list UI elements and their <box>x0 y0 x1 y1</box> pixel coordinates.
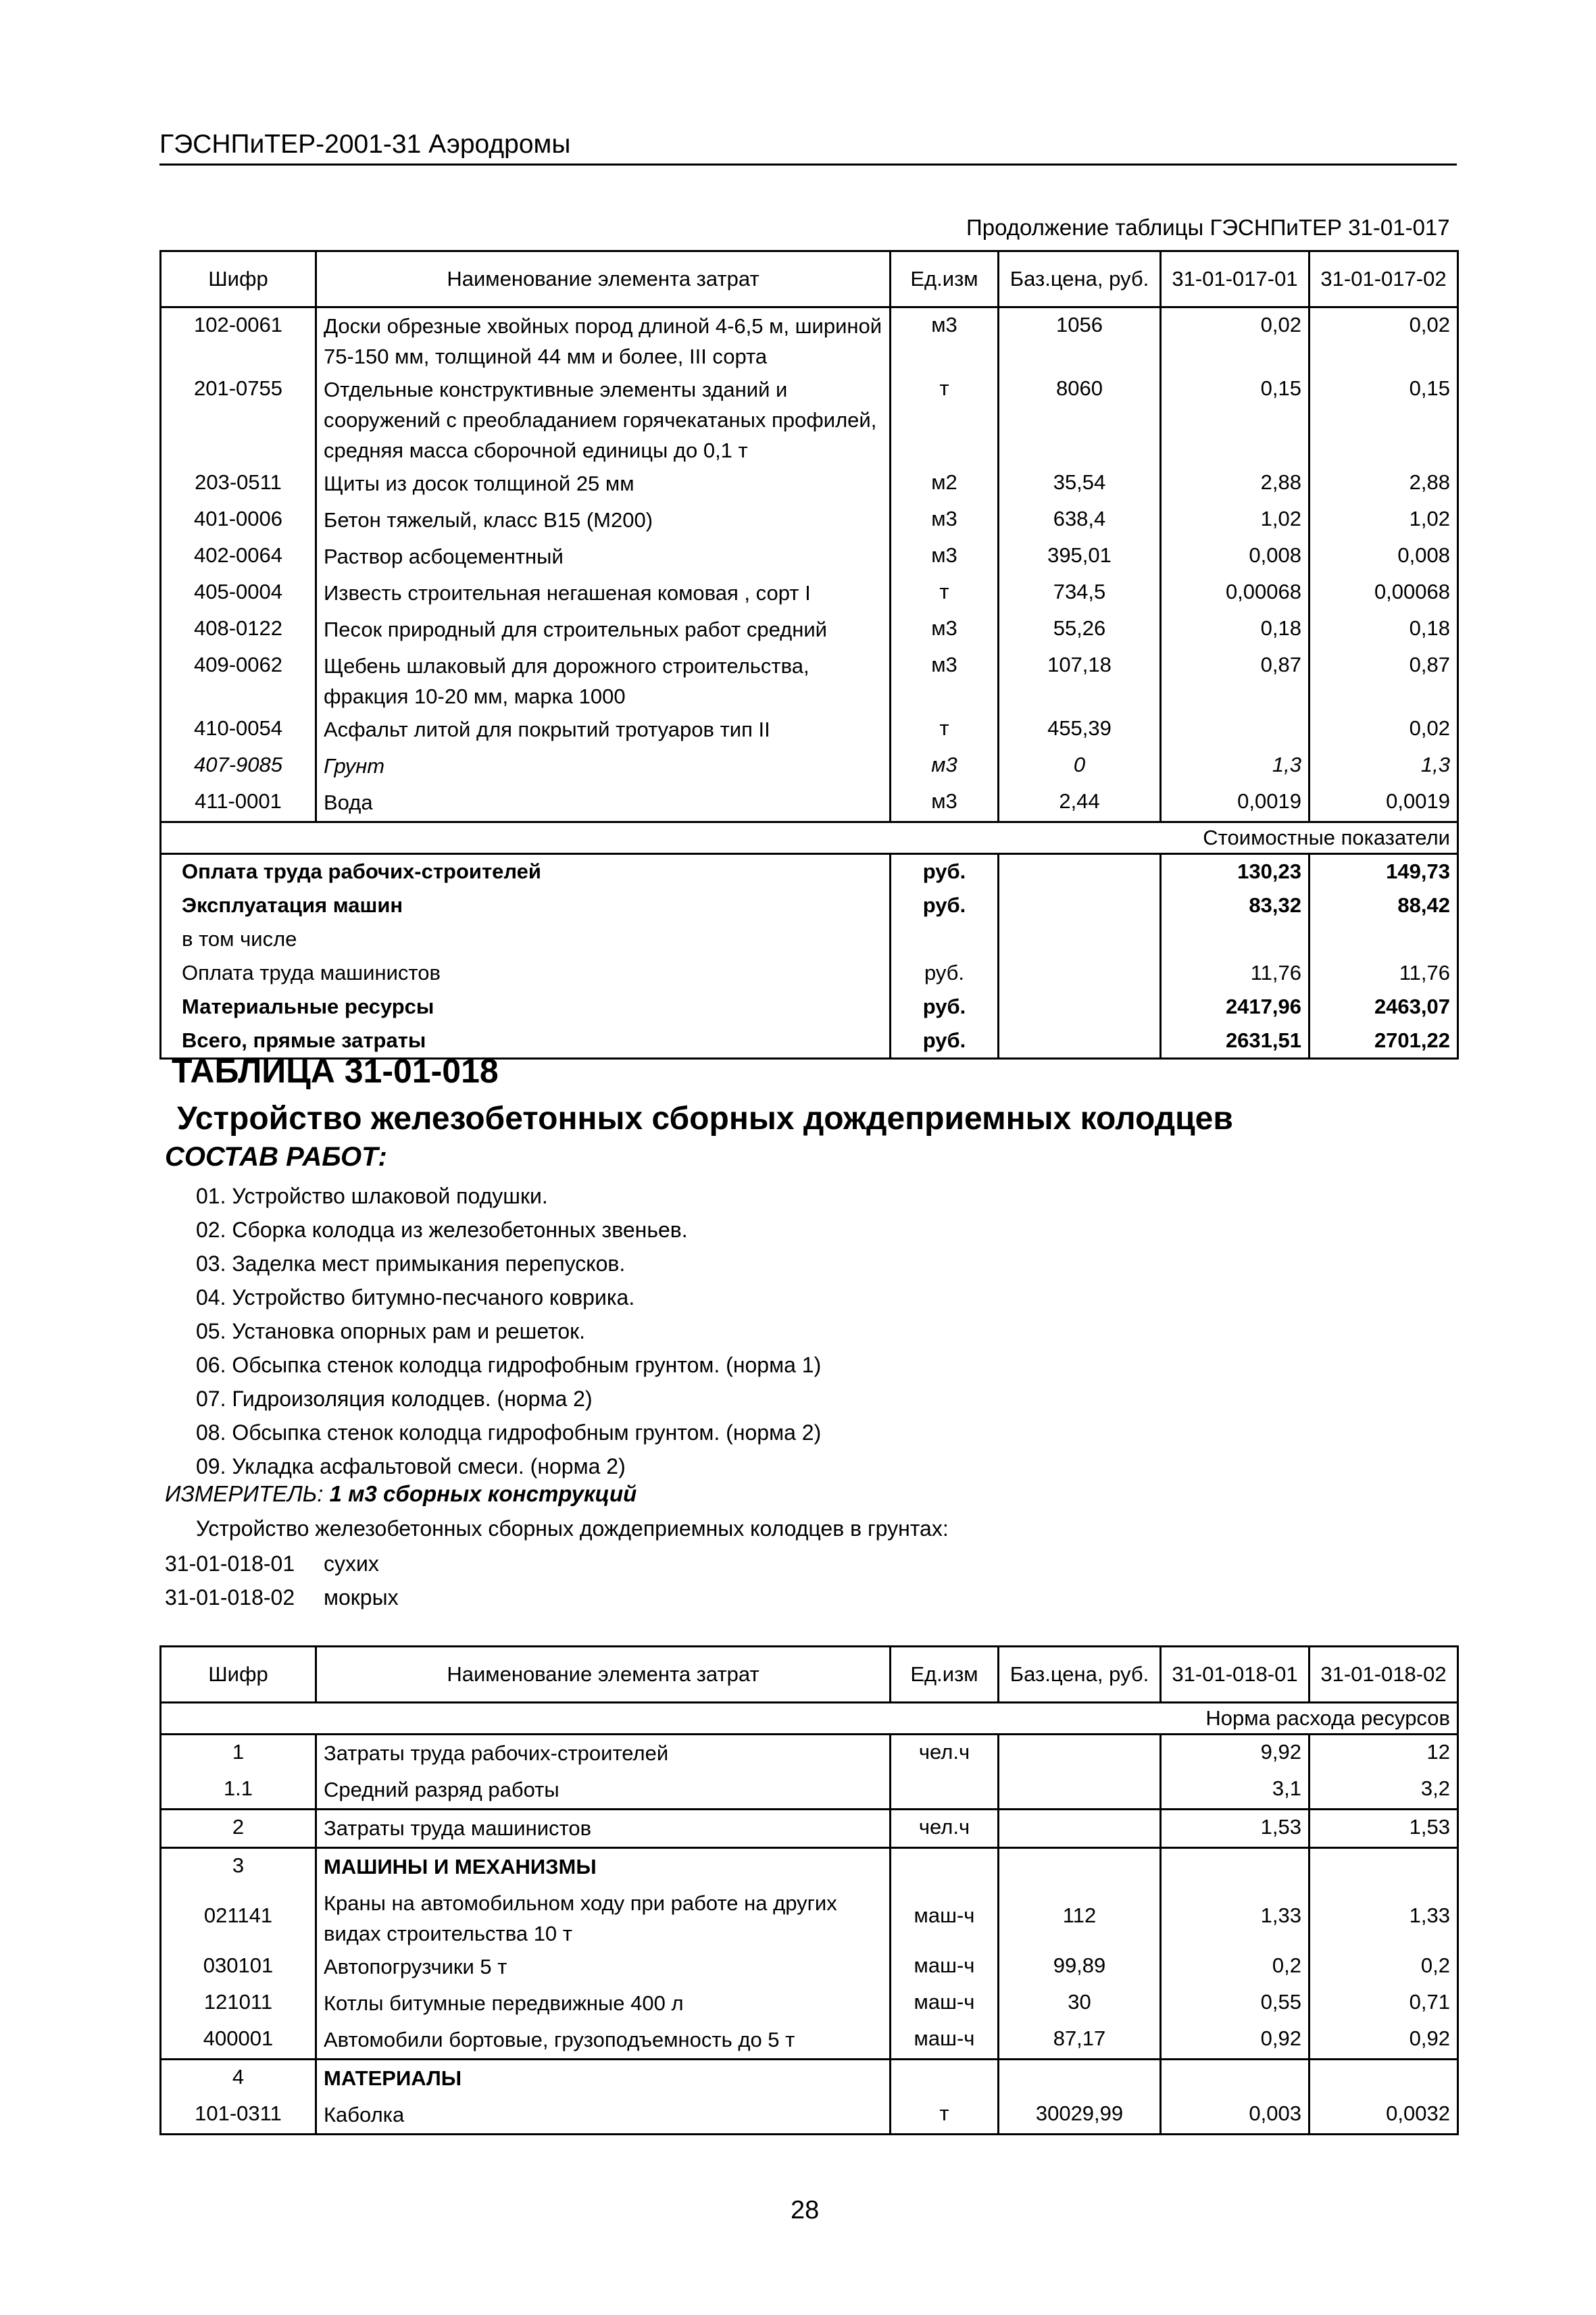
cell-unit: т <box>891 2097 999 2135</box>
cost-value: 2701,22 <box>1374 1028 1450 1052</box>
cost-row <box>161 990 1458 1024</box>
table-row <box>161 2097 1458 2135</box>
cell-unit: т <box>891 712 999 748</box>
cell-code: 021141 <box>203 1903 273 1927</box>
column-header: Ед.изм <box>891 251 999 307</box>
cell-value: 1,02 <box>1161 502 1310 539</box>
cell-value: 9,92 <box>1161 1735 1310 1772</box>
cell-value: 12 <box>1426 1740 1450 1764</box>
cell-price: 2,44 <box>999 785 1161 822</box>
cell-name: Автомобили бортовые, грузоподъемность до 5 т <box>316 2022 891 2060</box>
list-item: 04. Устройство битумно-песчаного коврика. <box>196 1285 635 1310</box>
cell-value: 0,00068 <box>1374 580 1450 603</box>
cost-value <box>1161 922 1310 956</box>
column-header: Шифр <box>161 251 316 307</box>
cell-name: Щиты из досок толщиной 25 мм <box>316 466 891 502</box>
cost-price <box>999 889 1161 922</box>
cell-value: 2,88 <box>1409 470 1450 494</box>
cell-price: 638,4 <box>999 502 1161 539</box>
cell-value <box>1161 1848 1310 1886</box>
cell-price: 35,54 <box>999 466 1161 502</box>
cell-price: 734,5 <box>999 575 1161 612</box>
column-header: 31-01-018-02 <box>1310 1647 1458 1703</box>
cost-label: Оплата труда рабочих-строителей <box>161 854 891 889</box>
cell-price: 55,26 <box>999 612 1161 648</box>
variant-name: мокрых <box>324 1585 399 1610</box>
page-number: 28 <box>791 2196 820 2224</box>
cell-unit: м3 <box>891 307 999 372</box>
cell-value: 3,1 <box>1161 1772 1310 1810</box>
cost-unit <box>891 922 999 956</box>
cell-price: 107,18 <box>999 648 1161 712</box>
cell-value: 0,008 <box>1397 543 1450 567</box>
cell-name: Доски обрезные хвойных пород длиной 4-6,5 м, шириной 75-150 мм, толщиной 44 мм и более, III сорта <box>316 307 891 372</box>
list-item: 07. Гидроизоляция колодцев. (норма 2) <box>196 1387 593 1411</box>
table-row <box>161 612 1458 648</box>
cell-value: 1,53 <box>1161 1810 1310 1848</box>
table-row <box>161 648 1458 712</box>
cell-value <box>1310 1848 1458 1886</box>
resources-table-31-01-018 <box>159 1645 1459 2135</box>
variant-line <box>165 1551 379 1576</box>
cell-price: 112 <box>999 1885 1161 1949</box>
cell-name: Асфальт литой для покрытий тротуаров тип II <box>316 712 891 748</box>
cell-value: 0,02 <box>1161 307 1310 372</box>
cell-unit: маш-ч <box>891 1985 999 2022</box>
cell-value: 1,3 <box>1420 753 1450 776</box>
cell-code: 408-0122 <box>193 616 282 640</box>
cell-code: 409-0062 <box>193 653 282 676</box>
cell-code: 401-0006 <box>193 507 282 530</box>
cell-price: 455,39 <box>999 712 1161 748</box>
cell-name: Грунт <box>316 748 891 785</box>
cell-unit: т <box>891 372 999 466</box>
cell-value: 0,2 <box>1161 1949 1310 1985</box>
cost-row <box>161 854 1458 889</box>
cell-value: 0,15 <box>1161 372 1310 466</box>
table-title: ТАБЛИЦА 31-01-018 <box>172 1052 499 1090</box>
works-list <box>196 1179 821 1483</box>
resources-table-31-01-017 <box>159 250 1459 1060</box>
cell-code: 3 <box>161 1848 316 1886</box>
cell-value: 0,55 <box>1161 1985 1310 2022</box>
ground-intro: Устройство железобетонных сборных дождеприемных колодцев в грунтах: <box>196 1516 949 1541</box>
cell-value: 0,0019 <box>1386 789 1450 813</box>
table-header-row <box>161 1647 1458 1703</box>
cell-unit: маш-ч <box>891 1885 999 1949</box>
table-row <box>161 1848 1458 1886</box>
cell-value: 0,92 <box>1161 2022 1310 2060</box>
list-item: 03. Заделка мест примыкания перепусков. <box>196 1251 626 1276</box>
variant-name: сухих <box>324 1551 379 1576</box>
cell-unit: м3 <box>891 539 999 575</box>
meter-label: ИЗМЕРИТЕЛЬ: <box>165 1481 324 1506</box>
cell-code: 410-0054 <box>193 716 282 740</box>
cost-unit: руб. <box>891 889 999 922</box>
meter-value: 1 м3 сборных конструкций <box>329 1481 637 1506</box>
column-header: 31-01-018-01 <box>1161 1647 1310 1703</box>
table-row <box>161 1772 1458 1810</box>
cell-code: 030101 <box>203 1953 274 1977</box>
cell-value: 1,02 <box>1409 507 1450 530</box>
cost-value: 2463,07 <box>1374 995 1450 1018</box>
list-item: 09. Укладка асфальтовой смеси. (норма 2) <box>196 1454 626 1478</box>
variant-code: 31-01-018-01 <box>165 1551 295 1576</box>
cell-name: Затраты труда машинистов <box>316 1810 891 1848</box>
variant-line <box>165 1585 399 1610</box>
cell-value: 1,33 <box>1161 1885 1310 1949</box>
cell-name: Щебень шлаковый для дорожного строительства, фракция 10-20 мм, марка 1000 <box>316 648 891 712</box>
cell-value: 0,02 <box>1409 313 1450 337</box>
cell-code: 121011 <box>203 1990 273 2014</box>
cost-label: Материальные ресурсы <box>161 990 891 1024</box>
cell-unit: м3 <box>891 785 999 822</box>
column-header: Баз.цена, руб. <box>999 1647 1161 1703</box>
cost-label: Оплата труда машинистов <box>161 956 891 990</box>
cell-name: Средний разряд работы <box>316 1772 891 1810</box>
cell-value: 2,88 <box>1161 466 1310 502</box>
cost-value <box>1310 922 1458 956</box>
cell-name: МАТЕРИАЛЫ <box>316 2060 891 2097</box>
cost-price <box>999 1024 1161 1059</box>
list-item: 05. Установка опорных рам и решеток. <box>196 1319 586 1343</box>
cell-value: 0,00068 <box>1161 575 1310 612</box>
works-heading: СОСТАВ РАБОТ: <box>165 1142 387 1172</box>
cell-name: Песок природный для строительных работ средний <box>316 612 891 648</box>
cell-value: 3,2 <box>1420 1776 1450 1800</box>
cell-price <box>999 1810 1161 1848</box>
table-row <box>161 2060 1458 2097</box>
list-item: 06. Обсыпка стенок колодца гидрофобным грунтом. (норма 1) <box>196 1353 822 1377</box>
cell-unit: чел.ч <box>891 1810 999 1848</box>
cell-name: Отдельные конструктивные элементы зданий и сооружений с преобладанием горячекатаных профилей, средняя масса сборочной единицы до 0,1 т <box>316 372 891 466</box>
table-row <box>161 575 1458 612</box>
cell-value: 0,92 <box>1409 2026 1450 2050</box>
cell-code: 102-0061 <box>193 313 282 337</box>
table-row <box>161 2022 1458 2060</box>
cell-price <box>999 1848 1161 1886</box>
cell-price: 87,17 <box>999 2022 1161 2060</box>
cell-code: 400001 <box>203 2026 274 2050</box>
cost-row <box>161 922 1458 956</box>
cell-price <box>999 1735 1161 1772</box>
cell-price: 1056 <box>999 307 1161 372</box>
cell-price: 30029,99 <box>999 2097 1161 2135</box>
cost-price <box>999 922 1161 956</box>
cost-value: 11,76 <box>1399 961 1450 985</box>
cost-unit: руб. <box>891 854 999 889</box>
column-header: Наименование элемента затрат <box>316 1647 891 1703</box>
cell-value: 0,003 <box>1161 2097 1310 2135</box>
cell-value: 0,2 <box>1420 1953 1450 1977</box>
cell-value: 0,71 <box>1409 1990 1450 2014</box>
cell-value: 1,3 <box>1161 748 1310 785</box>
cell-unit: т <box>891 575 999 612</box>
cost-label: в том числе <box>161 922 891 956</box>
cell-code: 1 <box>232 1740 245 1764</box>
cell-value <box>1161 712 1310 748</box>
cell-price: 99,89 <box>999 1949 1161 1985</box>
cell-unit: маш-ч <box>891 2022 999 2060</box>
cell-value: 1,33 <box>1409 1903 1450 1927</box>
cell-value: 0,18 <box>1409 616 1450 640</box>
cell-name: Автопогрузчики 5 т <box>316 1949 891 1985</box>
cost-price <box>999 956 1161 990</box>
cell-price <box>999 2060 1161 2097</box>
cell-code: 407-9085 <box>193 753 282 776</box>
table-continuation-caption: Продолжение таблицы ГЭСНПиТЕР 31-01-017 <box>966 215 1450 240</box>
cell-name: Вода <box>316 785 891 822</box>
page-header: ГЭСНПиТЕР-2001-31 Аэродромы <box>159 128 1457 166</box>
table-row <box>161 748 1458 785</box>
cell-unit <box>891 1848 999 1886</box>
list-item: 01. Устройство шлаковой подушки. <box>196 1184 548 1208</box>
cost-value: 149,73 <box>1386 860 1450 883</box>
cost-price <box>999 990 1161 1024</box>
table-row <box>161 307 1458 372</box>
table-row <box>161 502 1458 539</box>
cell-unit <box>891 1772 999 1810</box>
table-row <box>161 466 1458 502</box>
table-row <box>161 712 1458 748</box>
cell-code: 2 <box>161 1810 316 1848</box>
cell-value: 0,008 <box>1161 539 1310 575</box>
cell-name: Затраты труда рабочих-строителей <box>316 1735 891 1772</box>
section-label: Стоимостные показатели <box>161 822 1458 854</box>
cell-unit: м3 <box>891 748 999 785</box>
cell-value: 0,87 <box>1409 653 1450 676</box>
meter-line <box>165 1481 637 1507</box>
cell-value: 0,0019 <box>1161 785 1310 822</box>
cell-value: 0,87 <box>1161 648 1310 712</box>
cost-value: 130,23 <box>1161 854 1310 889</box>
cell-unit: чел.ч <box>891 1735 999 1772</box>
cell-value: 0,18 <box>1161 612 1310 648</box>
column-header: 31-01-017-02 <box>1310 251 1458 307</box>
table-row <box>161 1810 1458 1848</box>
list-item: 08. Обсыпка стенок колодца гидрофобным грунтом. (норма 2) <box>196 1420 822 1445</box>
cost-price <box>999 854 1161 889</box>
cell-value: 0,15 <box>1409 376 1450 400</box>
section-row <box>161 1703 1458 1735</box>
column-header: Шифр <box>161 1647 316 1703</box>
cost-value: 2417,96 <box>1161 990 1310 1024</box>
cell-code: 1.1 <box>223 1776 253 1800</box>
cell-code: 4 <box>161 2060 316 2097</box>
cost-unit: руб. <box>891 990 999 1024</box>
cell-value: 1,53 <box>1310 1810 1458 1848</box>
cell-value <box>1161 2060 1310 2097</box>
cell-name: Каболка <box>316 2097 891 2135</box>
cost-row <box>161 956 1458 990</box>
table-row <box>161 1885 1458 1949</box>
table-subtitle: Устройство железобетонных сборных дождеприемных колодцев <box>177 1101 1233 1137</box>
table-header-row <box>161 251 1458 307</box>
cell-code: 402-0064 <box>193 543 282 567</box>
cell-price <box>999 1772 1161 1810</box>
list-item: 02. Сборка колодца из железобетонных звеньев. <box>196 1218 688 1242</box>
column-header: Баз.цена, руб. <box>999 251 1161 307</box>
cost-unit: руб. <box>891 1024 999 1059</box>
column-header: Наименование элемента затрат <box>316 251 891 307</box>
cell-code: 101-0311 <box>195 2101 282 2125</box>
cell-value <box>1310 2060 1458 2097</box>
cost-label: Эксплуатация машин <box>161 889 891 922</box>
table-row <box>161 539 1458 575</box>
cost-row <box>161 889 1458 922</box>
cell-unit: м3 <box>891 612 999 648</box>
cost-value: 11,76 <box>1161 956 1310 990</box>
table-row <box>161 1985 1458 2022</box>
table-row <box>161 372 1458 466</box>
cost-value: 2631,51 <box>1161 1024 1310 1059</box>
cell-name: Краны на автомобильном ходу при работе на других видах строительства 10 т <box>316 1885 891 1949</box>
cost-value: 83,32 <box>1161 889 1310 922</box>
cell-price: 8060 <box>999 372 1161 466</box>
cell-price: 0 <box>999 748 1161 785</box>
cost-unit: руб. <box>891 956 999 990</box>
cell-price: 395,01 <box>999 539 1161 575</box>
cell-unit <box>891 2060 999 2097</box>
cell-value: 0,02 <box>1409 716 1450 740</box>
cell-name: Котлы битумные передвижные 400 л <box>316 1985 891 2022</box>
cost-label: Всего, прямые затраты <box>161 1024 891 1059</box>
cell-value: 0,0032 <box>1386 2101 1450 2125</box>
cell-code: 201-0755 <box>193 376 282 400</box>
column-header: 31-01-017-01 <box>1161 251 1310 307</box>
cell-code: 411-0001 <box>195 789 282 813</box>
cell-code: 405-0004 <box>193 580 282 603</box>
cell-price: 30 <box>999 1985 1161 2022</box>
column-header: Ед.изм <box>891 1647 999 1703</box>
cell-unit: маш-ч <box>891 1949 999 1985</box>
cell-name: Раствор асбоцементный <box>316 539 891 575</box>
table-row <box>161 1735 1458 1772</box>
cell-unit: м3 <box>891 648 999 712</box>
variant-code: 31-01-018-02 <box>165 1585 295 1610</box>
cell-unit: м2 <box>891 466 999 502</box>
cell-name: Бетон тяжелый, класс В15 (М200) <box>316 502 891 539</box>
cell-name: Известь строительная негашеная комовая , сорт I <box>316 575 891 612</box>
table-row <box>161 785 1458 822</box>
section-row <box>161 822 1458 854</box>
cell-name: МАШИНЫ И МЕХАНИЗМЫ <box>316 1848 891 1886</box>
table-row <box>161 1949 1458 1985</box>
cost-value: 88,42 <box>1397 893 1450 917</box>
section-label: Норма расхода ресурсов <box>161 1703 1458 1735</box>
cell-unit: м3 <box>891 502 999 539</box>
cell-code: 203-0511 <box>195 470 282 494</box>
